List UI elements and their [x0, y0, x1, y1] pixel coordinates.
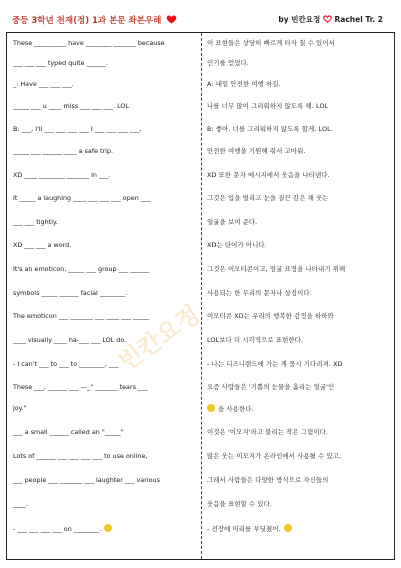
korean-translation-line: 나를 너무 많이 그리워하지 않도록 해. LOL — [207, 102, 329, 110]
english-blank-line: These ___, ______ ___ —_" _______ tears ___ — [13, 383, 148, 391]
english-blank-line: ___ ___ tightly. — [13, 218, 58, 226]
korean-translation-line: - 전장에 머리를 부딪쳤어. — [207, 524, 292, 534]
english-blank-line: ___ ___ ___ typed quite ______. — [13, 59, 108, 67]
korean-translation-line: 이것은 '이모지'라고 불리는 작은 그림이다. — [207, 428, 329, 436]
heart-outline-icon — [323, 15, 332, 23]
korean-translation-line: 얼굴을 보여 준다. — [207, 218, 258, 226]
english-blank-line: These __________ have ________ _______ because — [13, 39, 165, 47]
english-blank-line: It's an emoticon, _____ ___ group ___ ______ — [13, 265, 150, 273]
english-blank-line: symbols _____ ______ facial ________. — [13, 289, 128, 297]
korean-translation-line: 안전한 여행을 기원해 줘서 고마워. — [207, 147, 306, 155]
laughing-emoji-icon — [284, 524, 292, 532]
english-blank-line: joy." — [13, 404, 27, 412]
english-blank-line: XD ____ ________ _______ in ___. — [13, 171, 111, 179]
heart-icon — [166, 15, 177, 24]
page-header — [12, 14, 389, 34]
english-blank-line: ___ people ___ _______ ___ laughter ___ various — [13, 476, 160, 484]
english-blank-line: _____ ___ ______ ____ a safe trip. — [13, 147, 114, 155]
title-text: 중등 3학년 천재(정) 1과 본문 좌본우해 — [12, 16, 162, 26]
korean-translation-line: LOL보다 더 시각적으로 표현한다. — [207, 336, 304, 344]
laughing-emoji-icon — [207, 404, 215, 412]
english-blank-line: ____ visually ____ ha-___ ___ LOL do. — [13, 336, 127, 344]
watermark: 빈칸요정 — [113, 300, 206, 377]
english-blank-line: XD ___ ___ a word. — [13, 241, 72, 249]
korean-translation-line: 많은 웃는 이모지가 온라인에서 사용될 수 있고, — [207, 452, 342, 460]
column-divider — [201, 33, 202, 559]
english-blank-line: _: Have ___ ___ ___. — [13, 80, 74, 88]
english-blank-line: ____. — [13, 500, 28, 508]
korean-translation-line: 그것은 이모티콘이고, 얼굴 표정을 나타내기 위해 — [207, 265, 346, 273]
korean-translation-line: 사용되는 한 무리의 문자나 상징이다. — [207, 289, 312, 297]
korean-translation-line: 이 표현들은 상당히 빠르게 타자 칠 수 있어서 — [207, 39, 335, 47]
english-blank-line: _____ ___ u ____ miss ___ ___ ___. LOL — [13, 102, 130, 110]
korean-translation-line: 웃음을 표현할 수 있다. — [207, 500, 272, 508]
english-blank-line: ___ a small ______ called an "_____" — [13, 428, 124, 436]
korean-translation-line: 그래서 사람들은 다양한 방식으로 자신들의 — [207, 476, 329, 484]
korean-translation-line: 이모티콘 XD는 우리의 행복한 감정을 하하와 — [207, 312, 334, 320]
english-blank-line: The emoticon ___ _______ ___ ____ ___ _____ — [13, 312, 149, 320]
korean-translation-line: 그것은 입을 벌리고 눈을 질끈 감은 채 웃는 — [207, 194, 329, 202]
korean-translation-line: XD는 단어가 아니다. — [207, 241, 267, 249]
english-blank-line: - I can't ___ to ___ to ________, ___ — [13, 360, 119, 368]
korean-translation-line: XD 또한 문자 메시지에서 웃음을 나타낸다. — [207, 171, 330, 179]
byline-prefix: by 빈칸요정 — [278, 15, 321, 24]
korean-translation-line: 요즘 사람들은 '기쁨의 눈물을 흘리는 얼굴'인 — [207, 383, 335, 391]
english-blank-line: It _____ a laughing ____ ___ ___ ___ open ___ — [13, 194, 151, 202]
worksheet-frame — [6, 32, 395, 560]
author-byline — [278, 14, 383, 25]
korean-translation-line: B: 좋아. 너를 그리워하지 않도록 할게. LOL. — [207, 125, 333, 133]
english-blank-line: Lots of ______ ___ ___ ___ ___ to use online, — [13, 452, 148, 460]
korean-translation-line: A: 내일 안전한 여행 하길. — [207, 80, 281, 88]
byline-suffix: Rachel Tr. 2 — [334, 15, 383, 24]
worksheet-title — [12, 14, 177, 26]
laughing-emoji-icon — [104, 524, 112, 532]
english-blank-line: B: ___, I'll ___ ___ ___ ___ I ___ ___ ___ ___, — [13, 125, 142, 133]
english-blank-line: - ___ ___ ___ ___ on ________. — [13, 524, 112, 534]
korean-translation-line: 인기를 얻었다. — [207, 59, 249, 67]
korean-translation-line: 을 사용한다. — [207, 404, 254, 414]
korean-translation-line: - 나는 디즈니랜드에 가는 게 몹시 기다려져. XD — [207, 360, 343, 368]
